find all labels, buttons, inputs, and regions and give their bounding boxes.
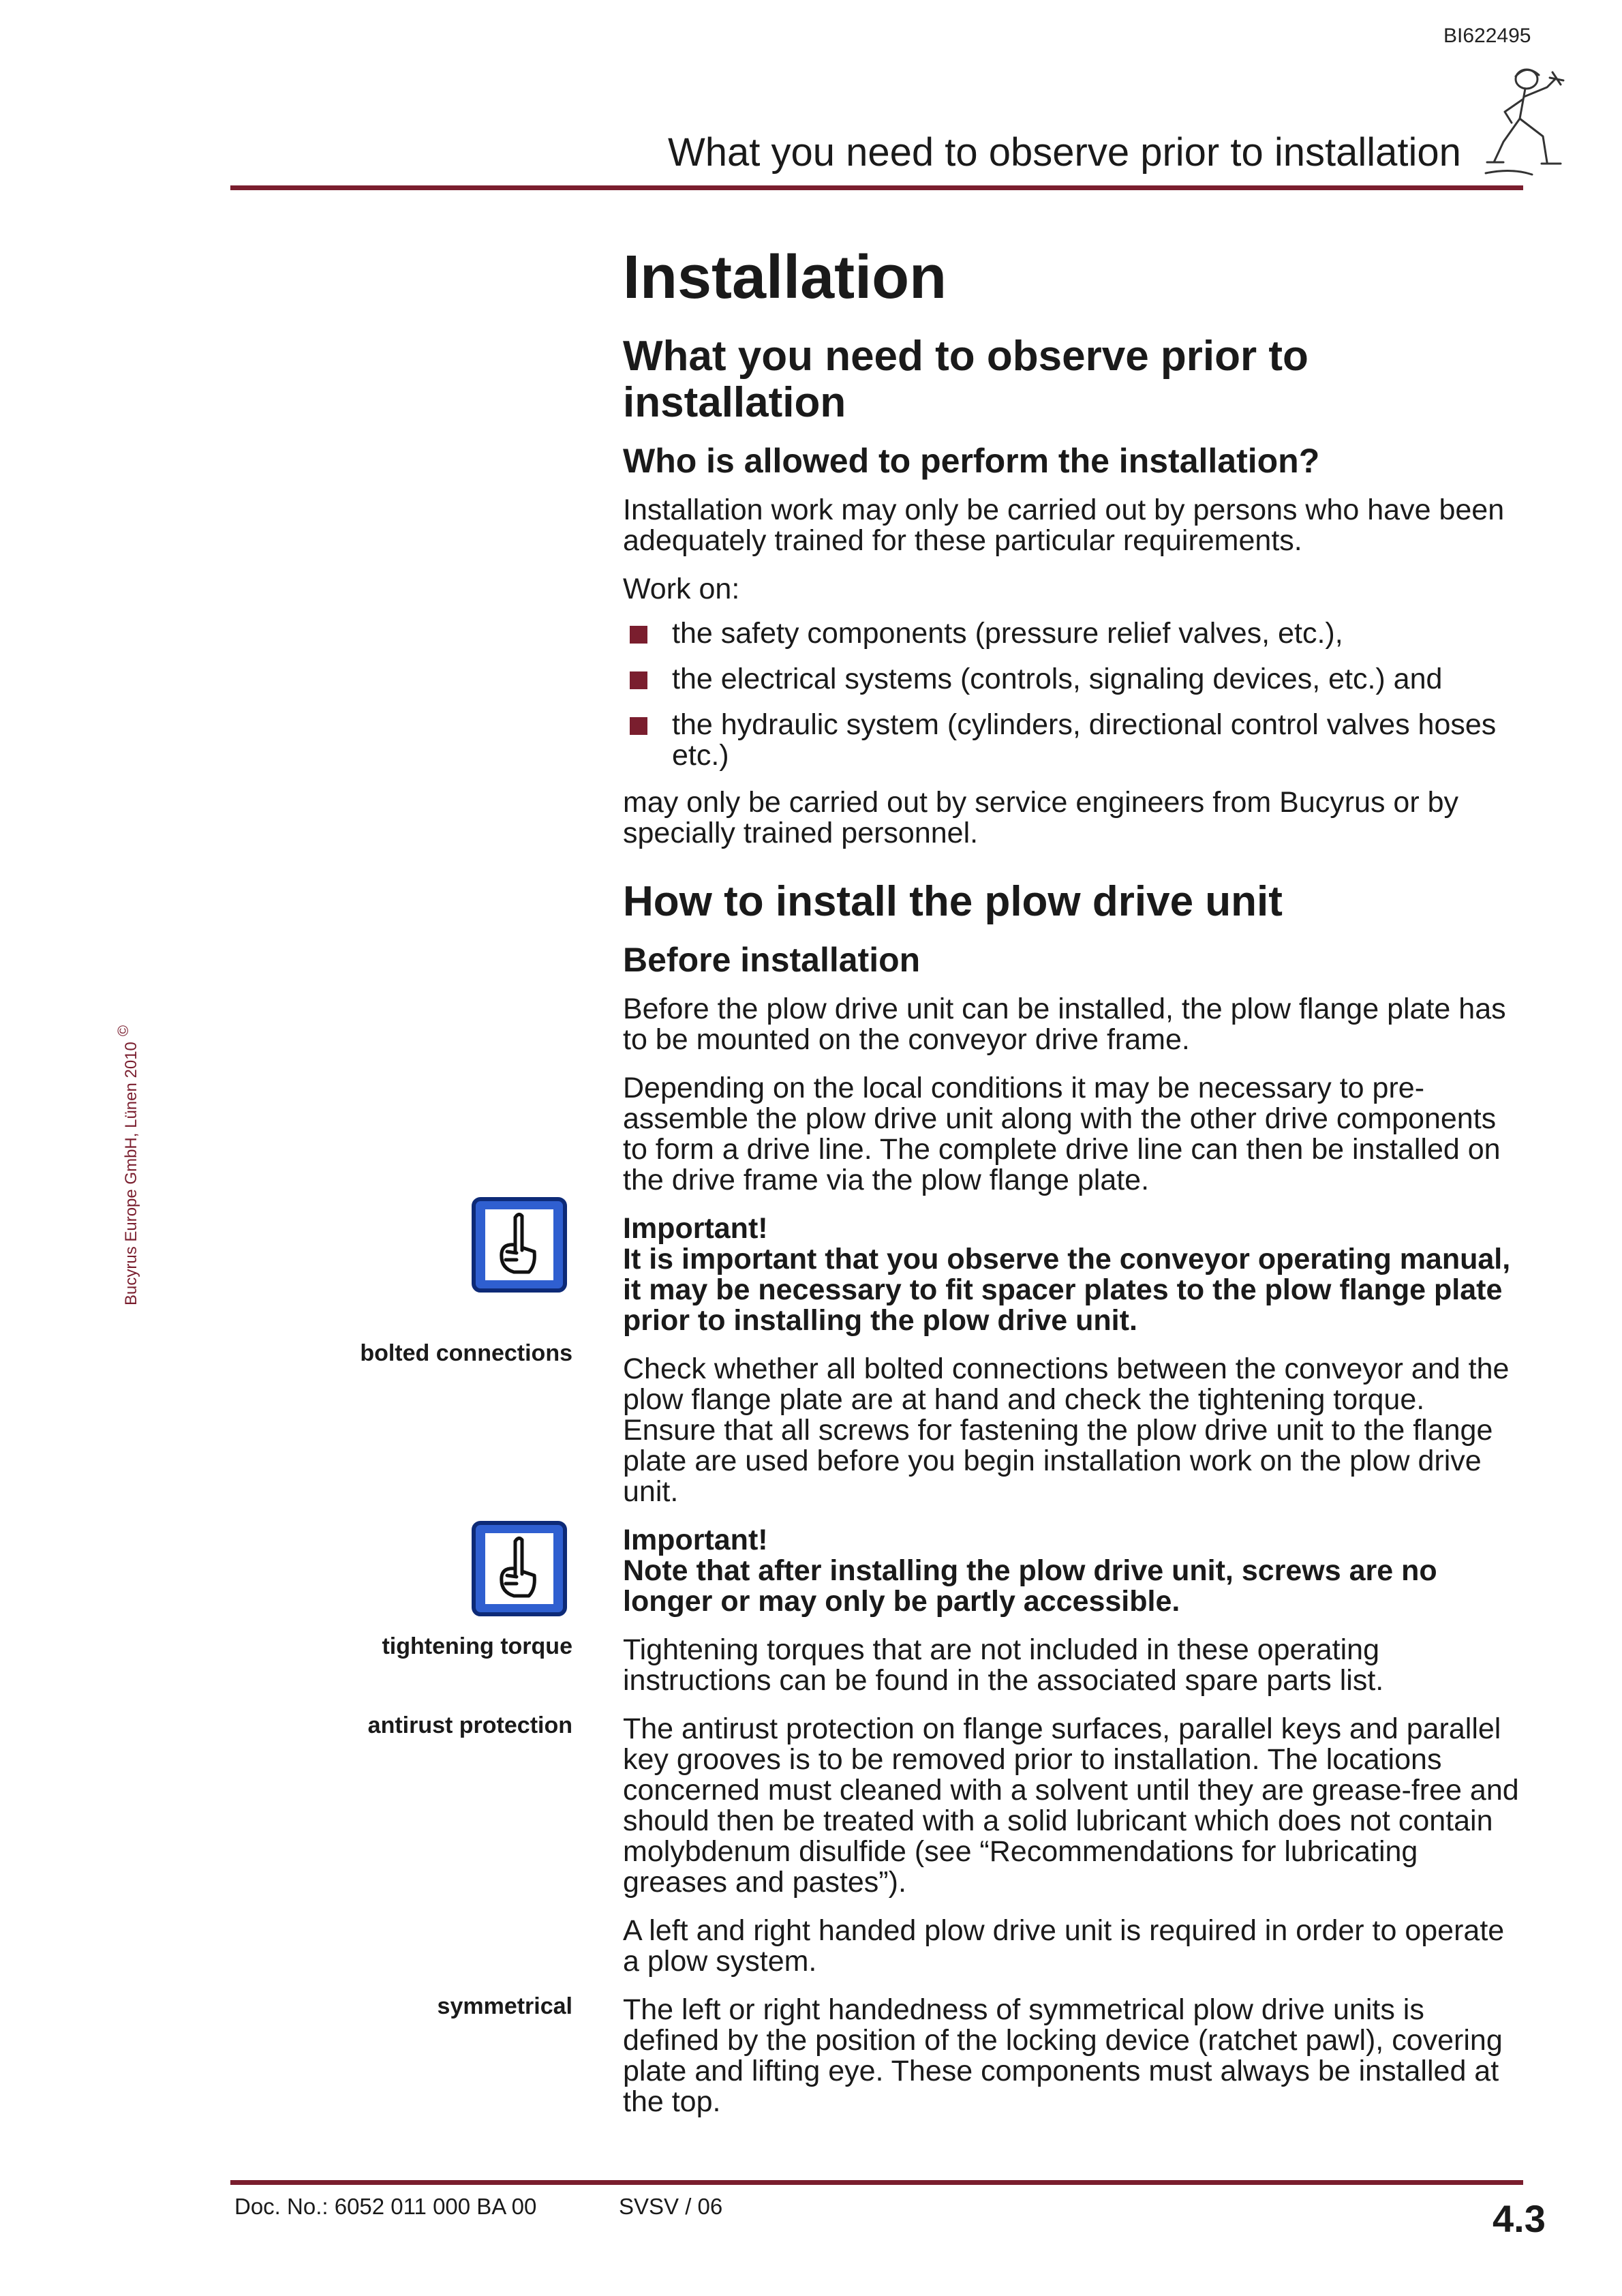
paragraph-trained-persons: Installation work may only be carried out by persons who have been adequately trained for these particular requirements. bbox=[623, 493, 1505, 557]
bullet-square-icon bbox=[630, 671, 647, 689]
margin-note-symmetrical: symmetrical bbox=[437, 1993, 572, 2019]
footer-rule bbox=[230, 2180, 1523, 2185]
pointing-hand-icon bbox=[472, 1197, 567, 1293]
important-label: Important! bbox=[623, 1524, 768, 1557]
section-heading-install-plow: How to install the plow drive unit bbox=[623, 877, 1283, 925]
paragraph-work-on: Work on: bbox=[623, 572, 740, 605]
list-item bbox=[623, 618, 1522, 649]
page-title: Installation bbox=[623, 243, 947, 312]
paragraph-symmetrical: The left or right handedness of symmetrical plow drive units is defined by the position of the locking device (ratchet pawl), covering plate and lifting eye. These components must always be installed at the top. bbox=[623, 1993, 1503, 2119]
margin-note-antirust-protection: antirust protection bbox=[367, 1712, 572, 1738]
paragraph-tightening-torques: Tightening torques that are not included in these operating instructions can be found in the associated spare parts list. bbox=[623, 1633, 1384, 1697]
copyright-symbol: © bbox=[114, 1025, 132, 1037]
section-heading-observe: What you need to observe prior to installation bbox=[623, 332, 1309, 426]
margin-note-tightening-torque: tightening torque bbox=[382, 1633, 572, 1659]
list-item-text: the safety components (pressure relief valves, etc.), bbox=[672, 616, 1343, 650]
footer-version: SVSV / 06 bbox=[619, 2194, 723, 2219]
document-id: BI622495 bbox=[1443, 25, 1531, 47]
paragraph-service-engineers: may only be carried out by service engineers from Bucyrus or by specially trained personnel. bbox=[623, 785, 1459, 849]
work-on-list bbox=[623, 618, 1522, 771]
copyright-note bbox=[114, 1025, 141, 1305]
page-number: 4.3 bbox=[1493, 2197, 1546, 2240]
paragraph-left-right-units: A left and right handed plow drive unit is required in order to operate a plow system. bbox=[623, 1914, 1505, 1978]
copyright-text: Bucyrus Europe GmbH, Lünen 2010 bbox=[122, 1042, 140, 1305]
header-rule bbox=[230, 185, 1523, 190]
paragraph-bolted-connections: Check whether all bolted connections between the conveyor and the plow flange plate are at hand and check the tightening torque. Ensure that all screws for fastening the plow drive unit to the flange plate are used before you begin installation work on the plow drive unit. bbox=[623, 1353, 1510, 1509]
list-item-text: the electrical systems (controls, signaling devices, etc.) and bbox=[672, 662, 1443, 695]
pointing-hand-icon bbox=[472, 1521, 567, 1616]
running-header-title: What you need to observe prior to installation bbox=[668, 130, 1461, 175]
margin-note-bolted-connections: bolted connections bbox=[360, 1340, 572, 1366]
subheading-who-is-allowed: Who is allowed to perform the installation? bbox=[623, 441, 1320, 480]
important-note-spacer-plates bbox=[623, 1213, 1522, 1336]
paragraph-flange-plate: Before the plow drive unit can be installed, the plow flange plate has to be mounted on the conveyor drive frame. bbox=[623, 993, 1506, 1057]
footer-document-number: Doc. No.: 6052 011 000 BA 00 bbox=[234, 2194, 537, 2219]
bullet-square-icon bbox=[630, 626, 647, 644]
paragraph-pre-assemble: Depending on the local conditions it may be necessary to pre-assemble the plow drive unit along with the other drive components to form a drive line. The complete drive line can then be installed on the drive frame via the plow flange plate. bbox=[623, 1072, 1501, 1197]
list-item-text: the hydraulic system (cylinders, directional control valves hoses etc.) bbox=[672, 708, 1497, 772]
list-item bbox=[623, 664, 1522, 695]
worker-with-wrench-icon bbox=[1484, 60, 1580, 183]
main-content bbox=[623, 245, 1522, 2135]
paragraph-antirust: The antirust protection on flange surfaces, parallel keys and parallel key grooves is to be removed prior to installation. The locations concerned must cleaned with a solvent until they are grease-free and should then be treated with a solid lubricant which does not contain molybdenum disulfide (see “Recommendations for lubricating greases and pastes”). bbox=[623, 1712, 1519, 1899]
important-note-screws-access bbox=[623, 1525, 1522, 1617]
list-item bbox=[623, 710, 1522, 771]
bullet-square-icon bbox=[630, 717, 647, 735]
important-label: Important! bbox=[623, 1212, 768, 1245]
subheading-before-installation: Before installation bbox=[623, 941, 921, 980]
important-text: Note that after installing the plow drive unit, screws are no longer or may only be partly accessible. bbox=[623, 1554, 1437, 1618]
important-text: It is important that you observe the conveyor operating manual, it may be necessary to fit spacer plates to the plow flange plate prior to installing the plow drive unit. bbox=[623, 1243, 1511, 1338]
